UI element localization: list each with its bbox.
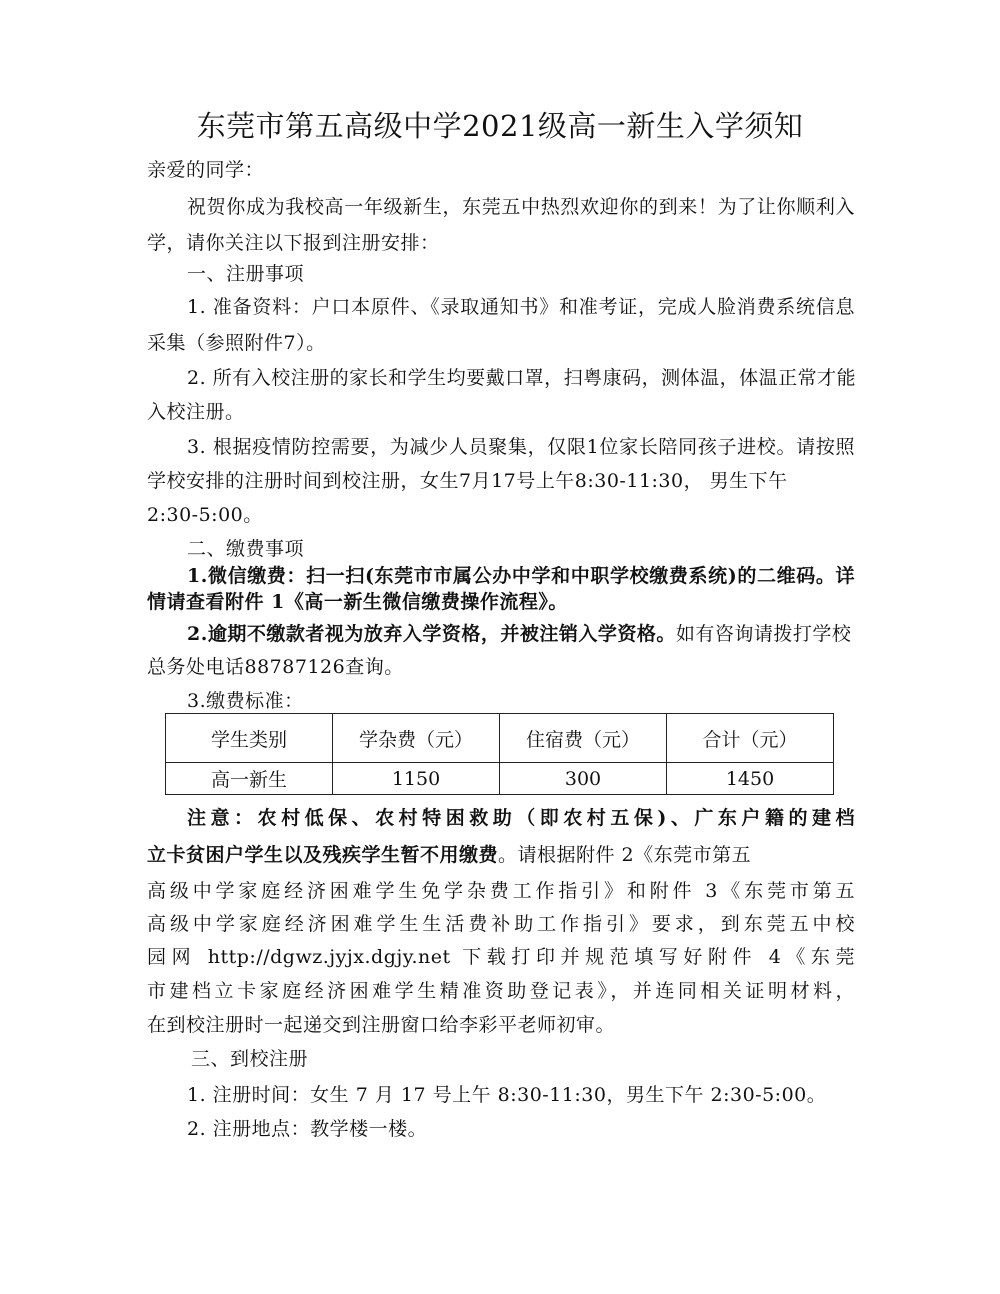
section-1-item-3-line-1: 3. 根据疫情防控需要，为减少人员聚集，仅限1位家长陪同孩子进校。请按照 (187, 436, 855, 458)
notice-line-5: 园网 http://dgwz.jyjx.dgjy.net 下载打印并规范填写好附件 4《东莞 (147, 946, 855, 968)
notice-line-2-bold: 立卡贫困户学生以及残疾学生暂不用缴费 (147, 844, 499, 866)
fee-cell-accommodation: 300 (500, 763, 667, 795)
notice-line-6: 市建档立卡家庭经济困难学生精准资助登记表》，并连同相关证明材料， (147, 980, 855, 1002)
fee-cell-tuition: 1150 (333, 763, 500, 795)
section-2-heading: 二、缴费事项 (187, 538, 305, 560)
notice-line-7: 在到校注册时一起递交到注册窗口给李彩平老师初审。 (147, 1014, 616, 1036)
notice-line-3: 高级中学家庭经济困难学生免学杂费工作指引》和附件 3《东莞市第五 (147, 880, 855, 902)
section-1-item-2-line-1: 2. 所有入校注册的家长和学生均要戴口罩，扫粤康码，测体温，体温正常才能 (187, 367, 857, 389)
fee-header-accommodation: 住宿费（元） (500, 714, 667, 763)
section-2-item-1-line-2: 情请查看附件 1《高一新生微信缴费操作流程》。 (147, 591, 568, 613)
section-3-item-2: 2. 注册地点：教学楼一楼。 (187, 1118, 428, 1140)
section-2-item-2-line-1 (187, 622, 855, 646)
section-2-item-2-line-2: 总务处电话88787126查询。 (147, 656, 404, 678)
notice-line-2 (147, 843, 855, 867)
section-1-item-3-line-2: 学校安排的注册时间到校注册，女生7月17号上午8:30-11:30， 男生下午 (147, 470, 788, 492)
section-1-item-1-line-1: 1. 准备资料：户口本原件、《录取通知书》和准考证，完成人脸消费系统信息 (187, 296, 855, 318)
fee-header-category: 学生类别 (166, 714, 333, 763)
section-1-item-1-line-2: 采集（参照附件7）。 (147, 332, 326, 354)
section-3-heading: 三、到校注册 (191, 1048, 309, 1070)
fee-header-tuition: 学杂费（元） (333, 714, 500, 763)
fee-header-total: 合计（元） (667, 714, 834, 763)
notice-line-2-normal: 。请根据附件 2《东莞市第五 (498, 844, 752, 866)
section-1-item-2-line-2: 入校注册。 (147, 401, 245, 423)
intro-line-2: 学，请你关注以下报到注册安排： (147, 232, 440, 254)
fee-cell-total: 1450 (667, 763, 834, 795)
fee-cell-category: 高一新生 (166, 763, 333, 795)
intro-line-1: 祝贺你成为我校高一年级新生，东莞五中热烈欢迎你的到来！为了让你顺利入 (187, 196, 855, 218)
notice-line-4: 高级中学家庭经济困难学生生活费补助工作指引》要求，到东莞五中校 (147, 913, 855, 935)
fee-table (165, 713, 834, 795)
section-1-item-3-line-3: 2:30-5:00。 (147, 504, 263, 526)
page-title: 东莞市第五高级中学2021级高一新生入学须知 (196, 109, 804, 143)
section-2-item-2-normal: 如有咨询请拨打学校 (675, 623, 852, 645)
fee-table-header-row (166, 714, 834, 763)
section-2-item-1-line-1: 1.微信缴费：扫一扫(东莞市市属公办中学和中职学校缴费系统)的二维码。详 (187, 565, 855, 587)
greeting: 亲爱的同学： (147, 159, 265, 181)
section-1-heading: 一、注册事项 (187, 263, 305, 285)
section-2-item-3: 3.缴费标准： (187, 690, 304, 712)
fee-table-row (166, 763, 834, 795)
notice-line-1: 注意：农村低保、农村特困救助（即农村五保)、广东户籍的建档 (187, 807, 855, 829)
section-2-item-2-bold: 2.逾期不缴款者视为放弃入学资格，并被注销入学资格。 (187, 623, 676, 645)
section-3-item-1: 1. 注册时间：女生 7 月 17 号上午 8:30-11:30，男生下午 2:30-5:00。 (187, 1084, 827, 1106)
